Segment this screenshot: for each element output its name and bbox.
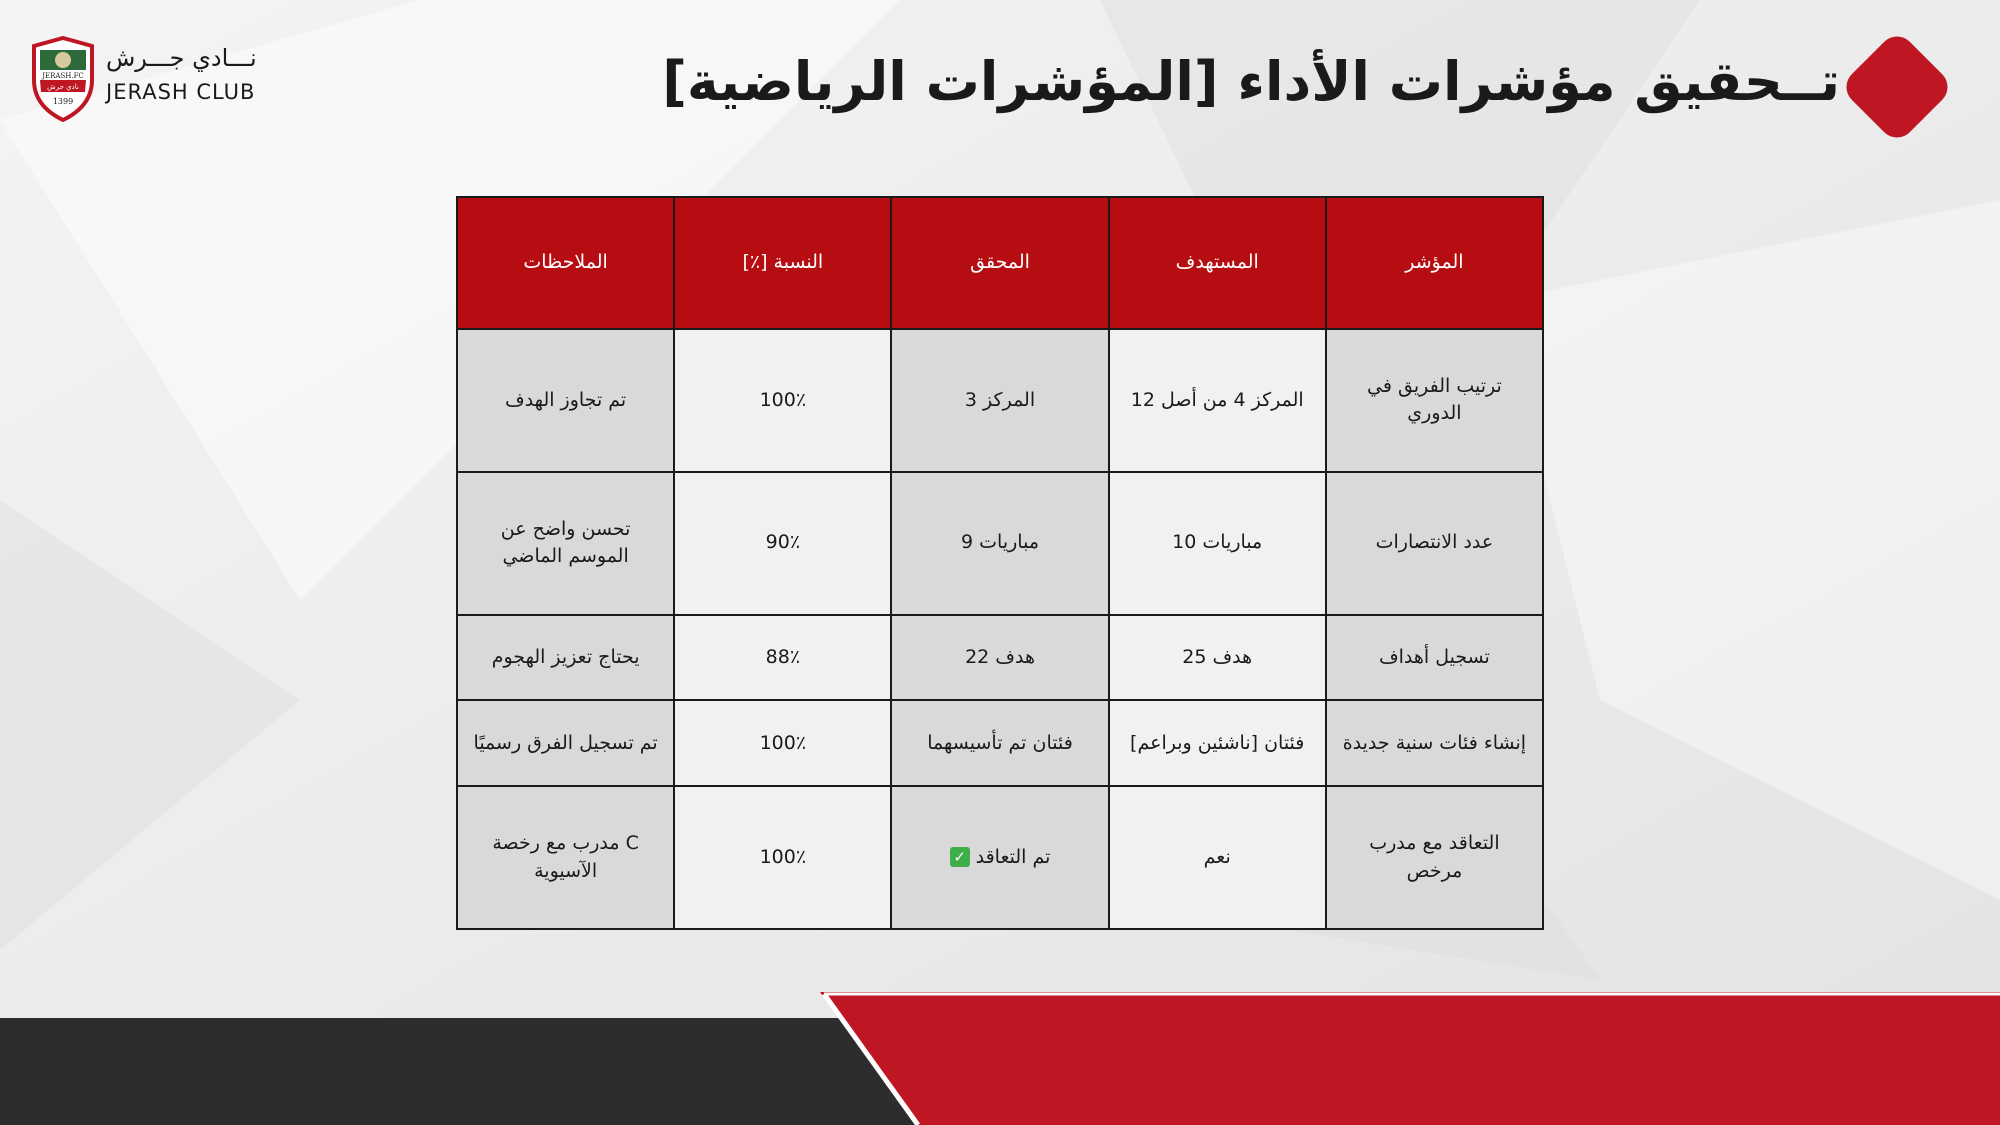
header-target: المستهدف [1109, 197, 1326, 329]
cell-indicator: إنشاء فئات سنية جديدة [1326, 700, 1543, 786]
header-achieved: المحقق [891, 197, 1108, 329]
cell-target: هدف 25 [1109, 615, 1326, 701]
club-name-english: JERASH CLUB [106, 80, 256, 104]
dark-footer-band [0, 1018, 930, 1125]
cell-achieved-text: تم التعاقد [975, 845, 1051, 868]
logo-text-ar: نادي جرش [47, 83, 79, 91]
header-percentage: النسبة [٪] [674, 197, 891, 329]
jerash-club-logo [30, 36, 96, 122]
cell-percentage: 100٪ [674, 786, 891, 929]
cell-indicator: عدد الانتصارات [1326, 472, 1543, 615]
cell-percentage: 90٪ [674, 472, 891, 615]
cell-achieved: المركز 3 [891, 329, 1108, 472]
cell-target: مباريات 10 [1109, 472, 1326, 615]
table-row [457, 329, 1543, 472]
table-row [457, 700, 1543, 786]
cell-indicator: تسجيل أهداف [1326, 615, 1543, 701]
cell-achieved [891, 786, 1108, 929]
cell-target: نعم [1109, 786, 1326, 929]
cell-percentage: 100٪ [674, 700, 891, 786]
cell-notes: يحتاج تعزيز الهجوم [457, 615, 674, 701]
cell-target: المركز 4 من أصل 12 [1109, 329, 1326, 472]
cell-indicator: التعاقد مع مدرب مرخص [1326, 786, 1543, 929]
table-row [457, 472, 1543, 615]
header-notes: الملاحظات [457, 197, 674, 329]
cell-target: فئتان [ناشئين وبراعم] [1109, 700, 1326, 786]
cell-notes: تم تسجيل الفرق رسميًا [457, 700, 674, 786]
cell-notes: تم تجاوز الهدف [457, 329, 674, 472]
check-mark-icon: ✓ [950, 847, 970, 867]
cell-achieved: فئتان تم تأسيسهما [891, 700, 1108, 786]
red-footer-band [820, 992, 2000, 1125]
kpi-table [456, 196, 1544, 930]
club-name-arabic: نـــادي جـــرش [106, 44, 257, 72]
logo-year: 1399 [52, 97, 74, 106]
header-indicator: المؤشر [1326, 197, 1543, 329]
cell-achieved: هدف 22 [891, 615, 1108, 701]
cell-achieved: مباريات 9 [891, 472, 1108, 615]
cell-notes: C مدرب مع رخصة الآسيوية [457, 786, 674, 929]
logo-text: JERASH.FC [42, 72, 84, 80]
table-row [457, 615, 1543, 701]
cell-percentage: 88٪ [674, 615, 891, 701]
page-title: تــحقيق مؤشرات الأداء [المؤشرات الرياضية] [662, 50, 1840, 113]
cell-indicator: ترتيب الفريق في الدوري [1326, 329, 1543, 472]
cell-percentage: 100٪ [674, 329, 891, 472]
table-row [457, 786, 1543, 929]
table-header-row [457, 197, 1543, 329]
cell-notes: تحسن واضح عن الموسم الماضي [457, 472, 674, 615]
